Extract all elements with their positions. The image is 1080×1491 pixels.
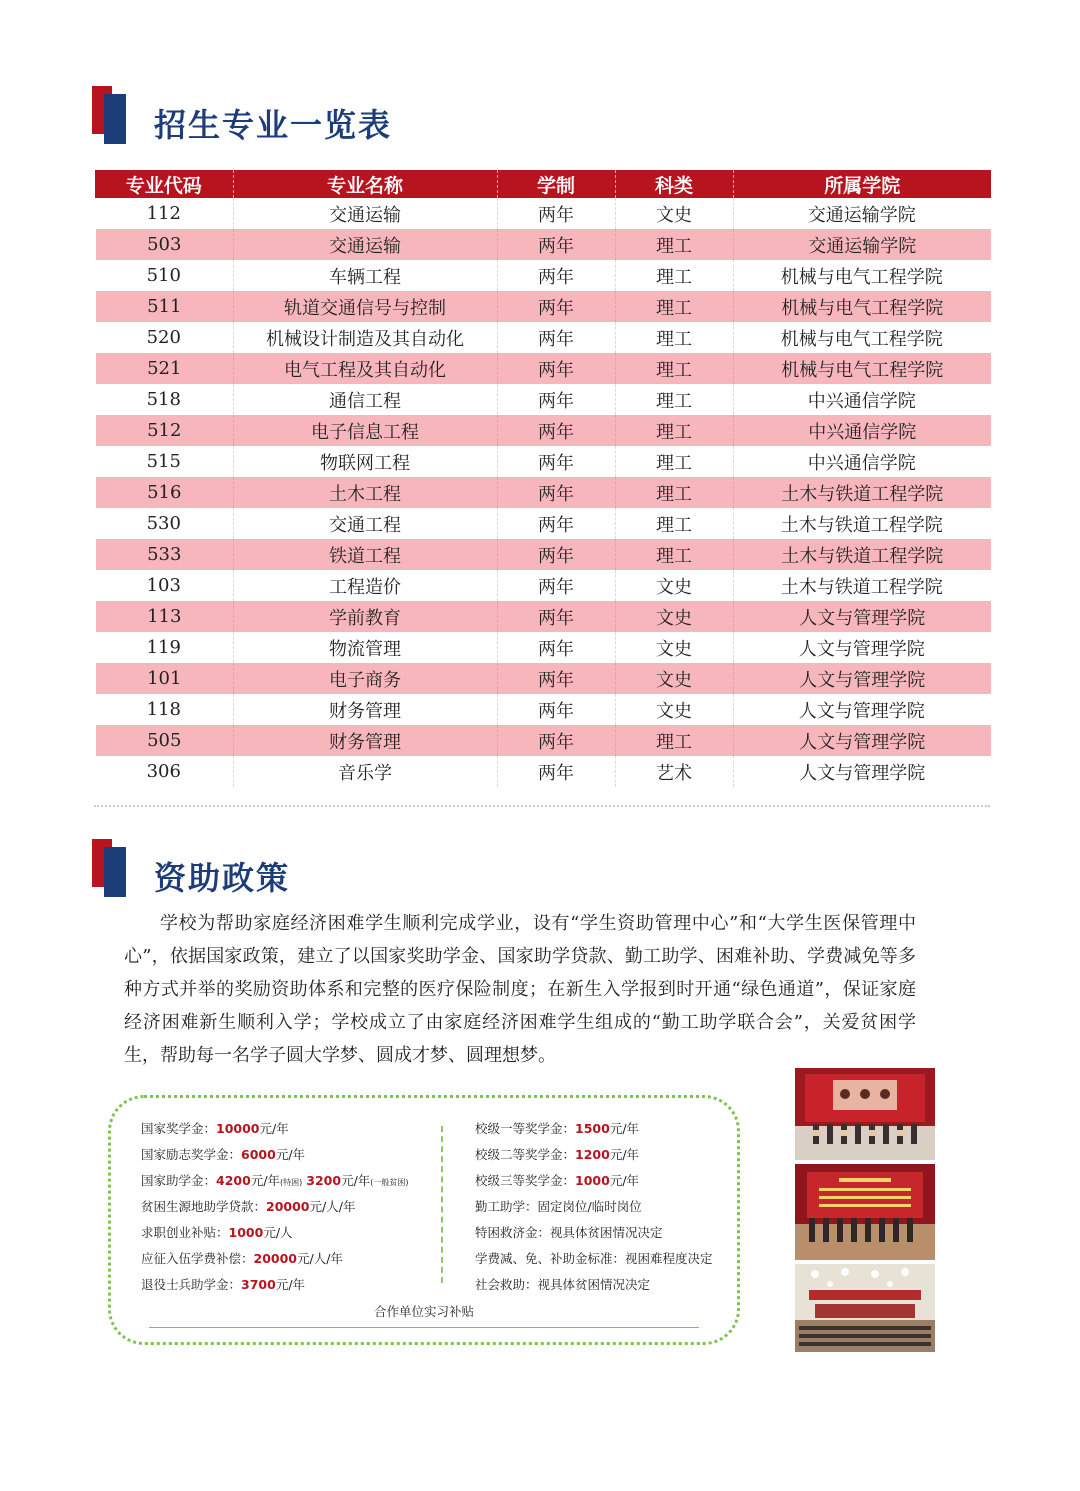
- table-row: [95, 539, 991, 570]
- table-body: [95, 198, 991, 787]
- cell-major: 财务管理: [233, 694, 497, 725]
- table-row: [95, 632, 991, 663]
- cell-code: 113: [95, 601, 233, 632]
- cell-college: 人文与管理学院: [733, 601, 991, 632]
- cell-category: 文史: [615, 632, 733, 663]
- policy-label: 贫困生源地助学贷款：: [141, 1199, 267, 1214]
- header-major: 专业名称: [233, 170, 497, 198]
- cell-duration: 两年: [497, 632, 615, 663]
- policy-label: 求职创业补贴：: [141, 1225, 229, 1240]
- cell-duration: 两年: [497, 477, 615, 508]
- table-row: [95, 601, 991, 632]
- policy-amount: 1500: [575, 1121, 610, 1136]
- table-row: [95, 260, 991, 291]
- cell-code: 505: [95, 725, 233, 756]
- award-stage-photo: [795, 1164, 935, 1260]
- cell-duration: 两年: [497, 508, 615, 539]
- policy-unit: 元/年: [250, 1173, 281, 1188]
- policy-text: 视具体贫困情况决定: [550, 1225, 663, 1240]
- cell-duration: 两年: [497, 229, 615, 260]
- cell-major: 土木工程: [233, 477, 497, 508]
- table-row: [95, 291, 991, 322]
- cell-major: 物联网工程: [233, 446, 497, 477]
- cell-category: 理工: [615, 415, 733, 446]
- table-row: [95, 446, 991, 477]
- cell-category: 理工: [615, 446, 733, 477]
- cell-duration: 两年: [497, 694, 615, 725]
- cell-duration: 两年: [497, 353, 615, 384]
- table-row: [95, 384, 991, 415]
- cell-college: 交通运输学院: [733, 229, 991, 260]
- majors-table: [94, 170, 992, 787]
- aid-policy-box: [108, 1095, 740, 1345]
- cell-duration: 两年: [497, 446, 615, 477]
- policy-note2: (一般贫困): [370, 1178, 409, 1187]
- cell-duration: 两年: [497, 415, 615, 446]
- cell-college: 中兴通信学院: [807, 390, 916, 412]
- cell-college: 人文与管理学院: [733, 725, 991, 756]
- policy-label: 勤工助学：: [475, 1199, 538, 1214]
- cell-code: 533: [95, 539, 233, 570]
- cell-duration: 两年: [497, 570, 615, 601]
- cell-code: 512: [95, 415, 233, 446]
- policy-label: 国家助学金：: [141, 1173, 217, 1188]
- cell-duration: 两年: [497, 322, 615, 353]
- cell-college: 机械与电气工程学院: [780, 266, 943, 288]
- policy-text: 视具体贫困情况决定: [537, 1277, 651, 1292]
- table-row: [95, 508, 991, 539]
- policy-label: 社会救助：: [475, 1277, 538, 1292]
- policy-text: 视困难程度决定: [625, 1251, 713, 1266]
- table-row: [95, 694, 991, 725]
- cell-duration: 两年: [497, 198, 615, 229]
- policy-label: 校级三等奖学金：: [475, 1173, 576, 1188]
- policy-unit: 元/人/年: [309, 1199, 356, 1214]
- policy-item: [475, 1120, 713, 1146]
- policy-label: 校级二等奖学金：: [475, 1147, 576, 1162]
- cell-major: 工程造价: [233, 570, 497, 601]
- aid-intro-paragraph: 学校为帮助家庭经济困难学生顺利完成学业，设有“学生资助管理中心”和“大学生医保管理中心”，依据国家政策，建立了以国家奖助学金、国家助学贷款、勤工助学、困难补助、学费减免等多种方式并举的奖励资助体系和完整的医疗保险制度；在新生入学报到时开通“绿色通道”，保证家庭经济困难新生顺利入学；学校成立了由家庭经济困难学生组成的“勤工助学联合会”，关爱贫困学生，帮助每一名学子圆大学梦、圆成才梦、圆理想梦。: [124, 913, 916, 1066]
- cell-college: 机械与电气工程学院: [733, 353, 991, 384]
- policy-unit: 元/人/年: [297, 1251, 343, 1266]
- policy-label: 国家励志奖学金：: [141, 1147, 242, 1162]
- cell-category: 文史: [615, 601, 733, 632]
- cell-category: 文史: [615, 198, 733, 229]
- policy-amount: 10000: [216, 1121, 260, 1136]
- header-category: 科类: [615, 170, 733, 198]
- policy-amount2: 3200: [306, 1173, 342, 1188]
- cell-duration: 两年: [497, 260, 615, 291]
- cell-college: 人文与管理学院: [798, 638, 925, 660]
- cell-duration: 两年: [497, 539, 615, 570]
- cell-category: 艺术: [615, 756, 733, 787]
- cell-major: 物流管理: [233, 632, 497, 663]
- cell-duration: 两年: [497, 725, 615, 756]
- cell-code: 119: [95, 632, 233, 663]
- cell-duration: 两年: [497, 291, 615, 322]
- cell-category: 理工: [615, 508, 733, 539]
- cell-duration: 两年: [497, 756, 615, 787]
- cell-college: 中兴通信学院: [807, 452, 916, 474]
- header-duration: 学制: [497, 170, 615, 198]
- policy-list-school: [475, 1120, 713, 1302]
- cell-code: 118: [95, 694, 233, 725]
- policy-label: 国家奖学金：: [141, 1121, 217, 1136]
- policy-amount: 6000: [241, 1147, 276, 1162]
- cell-category: 理工: [615, 477, 733, 508]
- cell-major: 电气工程及其自动化: [233, 353, 497, 384]
- policy-unit: 元/年: [259, 1121, 289, 1136]
- policy-item: [141, 1250, 409, 1276]
- cell-major: 电子信息工程: [233, 415, 497, 446]
- policy-unit: 元/年: [275, 1147, 306, 1162]
- section-marker: [92, 839, 136, 897]
- policy-item: [475, 1250, 713, 1276]
- aid-section-title: 资助政策: [154, 859, 291, 897]
- cell-code: 112: [95, 198, 233, 229]
- policy-note: (特困): [280, 1178, 303, 1187]
- cell-code: 101: [95, 663, 233, 694]
- cell-major: 轨道交通信号与控制: [233, 291, 497, 322]
- header-code: 专业代码: [95, 170, 233, 198]
- cell-college: 人文与管理学院: [799, 762, 926, 784]
- table-row: [95, 725, 991, 756]
- cell-college: 中兴通信学院: [733, 415, 991, 446]
- cell-code: 510: [95, 260, 233, 291]
- policy-amount: 1000: [228, 1225, 264, 1240]
- cell-duration: 两年: [497, 601, 615, 632]
- policy-item: [141, 1276, 409, 1302]
- cell-code: 103: [95, 570, 233, 601]
- policy-item: [141, 1198, 409, 1224]
- cell-code: 515: [95, 446, 233, 477]
- policy-footer-line: [149, 1327, 699, 1328]
- table-header-row: [95, 170, 991, 198]
- policy-item: [475, 1276, 713, 1302]
- table-row: [95, 322, 991, 353]
- policy-text: 固定岗位/临时岗位: [537, 1199, 642, 1214]
- cell-college: 土木与铁道工程学院: [733, 477, 991, 508]
- award-ceremony-photo: [795, 1068, 935, 1160]
- cell-code: 530: [95, 508, 233, 539]
- policy-amount: 20000: [266, 1199, 310, 1214]
- cell-major: 机械设计制造及其自动化: [233, 322, 497, 353]
- policy-item: [475, 1172, 713, 1198]
- policy-item: [475, 1146, 713, 1172]
- policy-unit: 元/年: [609, 1173, 640, 1188]
- policy-label: 学费减、免、补助金标准：: [475, 1251, 626, 1266]
- cell-college: 交通运输学院: [807, 204, 916, 226]
- cell-code: 511: [95, 291, 233, 322]
- cell-college: 人文与管理学院: [733, 663, 991, 694]
- policy-unit: 元/人: [263, 1225, 293, 1240]
- cell-category: 理工: [615, 539, 733, 570]
- cell-category: 理工: [615, 260, 733, 291]
- table-divider: [94, 805, 990, 807]
- cell-code: 521: [95, 353, 233, 384]
- cell-code: 306: [95, 756, 233, 787]
- table-row: [95, 663, 991, 694]
- policy-unit: 元/年: [609, 1147, 640, 1162]
- cell-category: 理工: [615, 229, 733, 260]
- cell-major: 铁道工程: [233, 539, 497, 570]
- cell-major: 交通运输: [233, 198, 497, 229]
- table-row: [95, 570, 991, 601]
- policy-list-national: [141, 1120, 409, 1302]
- policy-amount: 1000: [575, 1173, 610, 1188]
- table-row: [95, 756, 991, 787]
- policy-item: [475, 1198, 713, 1224]
- cell-college: 土木与铁道工程学院: [780, 576, 943, 598]
- policy-label: 校级一等奖学金：: [475, 1121, 576, 1136]
- table-row: [95, 415, 991, 446]
- cell-college: 土木与铁道工程学院: [733, 539, 991, 570]
- table-row: [95, 198, 991, 229]
- policy-item: [141, 1172, 409, 1198]
- policy-label: 特困救济金：: [475, 1225, 551, 1240]
- policy-amount: 20000: [253, 1251, 298, 1266]
- cell-college: 机械与电气工程学院: [780, 328, 943, 350]
- cell-major: 学前教育: [233, 601, 497, 632]
- cell-duration: 两年: [497, 663, 615, 694]
- cell-major: 电子商务: [233, 663, 497, 694]
- cell-category: 文史: [615, 663, 733, 694]
- cell-college: 机械与电气工程学院: [733, 291, 991, 322]
- policy-label: 退役士兵助学金：: [141, 1277, 242, 1292]
- header-college: 所属学院: [733, 170, 991, 198]
- policy-unit2: 元/年: [341, 1173, 371, 1188]
- policy-item: [141, 1146, 409, 1172]
- cell-code: 516: [95, 477, 233, 508]
- cell-code: 503: [95, 229, 233, 260]
- policy-amount: 3700: [241, 1277, 276, 1292]
- table-row: [95, 229, 991, 260]
- policy-divider: [441, 1126, 443, 1283]
- cell-category: 文史: [615, 694, 733, 725]
- auditorium-photo: [795, 1264, 935, 1352]
- cell-category: 理工: [615, 384, 733, 415]
- majors-section-title: 招生专业一览表: [154, 106, 393, 144]
- cell-code: 518: [95, 384, 233, 415]
- cell-category: 理工: [615, 291, 733, 322]
- table-row: [95, 353, 991, 384]
- policy-amount: 1200: [575, 1147, 610, 1162]
- policy-amount: 4200: [216, 1173, 251, 1188]
- cell-category: 理工: [615, 353, 733, 384]
- cell-major: 交通运输: [233, 229, 497, 260]
- table-row: [95, 477, 991, 508]
- policy-unit: 元/年: [275, 1277, 306, 1292]
- cell-college: 土木与铁道工程学院: [780, 514, 943, 536]
- cell-major: 音乐学: [233, 756, 497, 787]
- policy-item: [475, 1224, 713, 1250]
- cell-category: 理工: [615, 725, 733, 756]
- policy-unit: 元/年: [609, 1121, 640, 1136]
- cell-major: 财务管理: [233, 725, 497, 756]
- cell-major: 通信工程: [233, 384, 497, 415]
- cell-duration: 两年: [497, 384, 615, 415]
- cell-category: 理工: [615, 322, 733, 353]
- cell-college: 人文与管理学院: [798, 700, 925, 722]
- policy-footer-label: 合作单位实习补贴: [373, 1304, 474, 1319]
- cell-category: 文史: [615, 570, 733, 601]
- policy-item: [141, 1120, 409, 1146]
- section-marker: [92, 86, 136, 144]
- cell-major: 车辆工程: [233, 260, 497, 291]
- policy-label: 应征入伍学费补偿：: [141, 1251, 254, 1266]
- cell-code: 520: [95, 322, 233, 353]
- cell-major: 交通工程: [233, 508, 497, 539]
- policy-item: [141, 1224, 409, 1250]
